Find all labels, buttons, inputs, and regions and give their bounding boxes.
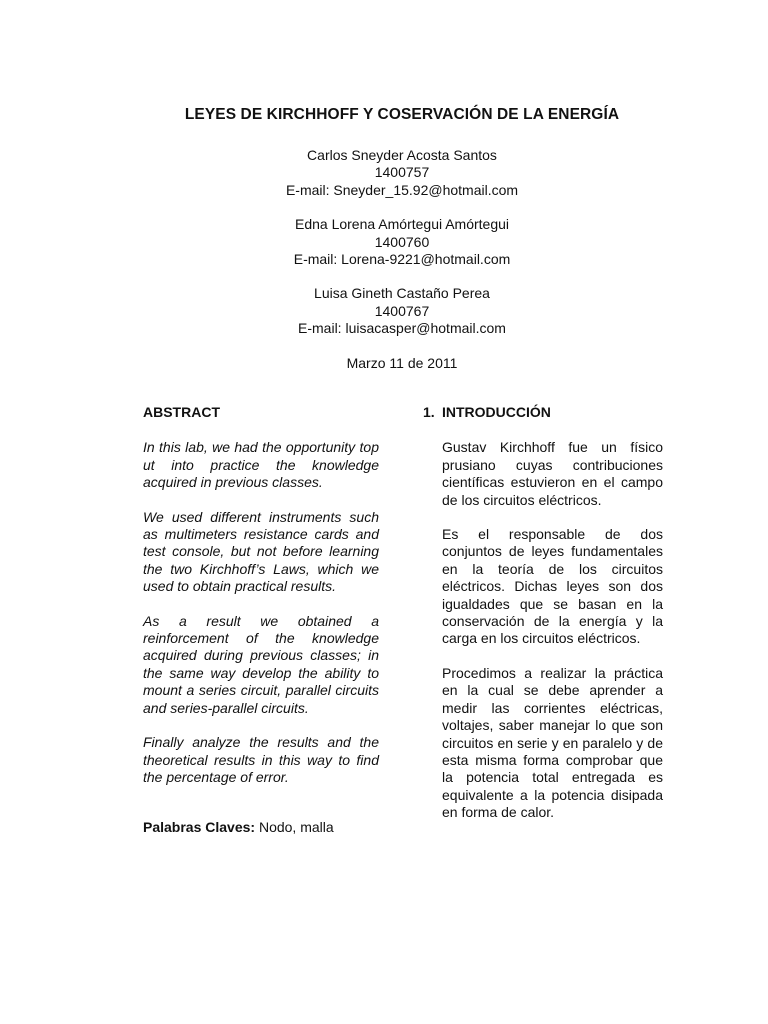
author-name: Carlos Sneyder Acosta Santos bbox=[307, 147, 497, 163]
abstract-paragraph: As a result we obtained a reinforcement of the knowledge acquired during previous classes; in the same way develop the ability to mount a series circuit, parallel circuits and series-parallel circuits. bbox=[143, 612, 379, 716]
author-list bbox=[0, 147, 768, 372]
introduction-heading bbox=[423, 404, 663, 421]
author-name: Edna Lorena Amórtegui Amórtegui bbox=[294, 216, 510, 233]
author-email: E-mail: Lorena-9221@hotmail.com bbox=[293, 251, 511, 268]
abstract-column bbox=[143, 404, 379, 837]
paper-date: Marzo 11 de 2011 bbox=[346, 354, 458, 371]
introduction-paragraph: Gustav Kirchhoff fue un físico prusiano cuyas contribuciones científicas estuvieron en el campo de los circuitos eléctricos. bbox=[442, 439, 663, 508]
introduction-paragraph: Procedimos a realizar la práctica en la cual se debe aprender a medir las corrientes eléctricas, voltajes, saber manejar lo que son circuitos en serie y en paralelo y de esta misma forma comprobar que la potencia total entregada es equivalente a la potencia disipada en forma de calor. bbox=[442, 664, 663, 821]
author-block bbox=[0, 216, 768, 268]
abstract-paragraph: We used different instruments such as multimeters resistance cards and test console, but not before learning the two Kirchhoff’s Laws, which we used to obtain practical results. bbox=[143, 508, 379, 595]
author-name: Luisa Gineth Castaño Perea bbox=[314, 285, 490, 302]
keywords-value: Nodo, malla bbox=[255, 819, 334, 836]
paper-title: LEYES DE KIRCHHOFF Y COSERVACIÓN DE LA ENERGÍA bbox=[184, 106, 620, 123]
section-number: 1. bbox=[423, 404, 435, 420]
abstract-heading: ABSTRACT bbox=[143, 404, 220, 420]
section-title: INTRODUCCIÓN bbox=[442, 404, 551, 420]
keywords-label: Palabras Claves: bbox=[143, 819, 256, 836]
abstract-paragraph: In this lab, we had the opportunity top ut into practice the knowledge acquired in previous classes. bbox=[143, 439, 379, 491]
author-email: E-mail: Sneyder_15.92@hotmail.com bbox=[285, 181, 519, 198]
author-block bbox=[0, 147, 768, 199]
abstract-paragraph: Finally analyze the results and the theoretical results in this way to find the percentage of error. bbox=[143, 734, 379, 785]
keywords-line bbox=[143, 819, 379, 836]
author-block bbox=[0, 285, 768, 337]
author-id: 1400760 bbox=[374, 233, 430, 250]
introduction-column bbox=[423, 404, 663, 839]
author-email: E-mail: luisacasper@hotmail.com bbox=[298, 320, 506, 337]
author-id: 1400767 bbox=[374, 302, 430, 319]
introduction-paragraph: Es el responsable de dos conjuntos de leyes fundamentales en la teoría de los circuitos eléctricos. Dichas leyes son dos igualdades que se basan en la conservación de la energía y la carga en los circuitos eléctricos. bbox=[442, 526, 663, 647]
introduction-body bbox=[423, 439, 663, 821]
author-id: 1400757 bbox=[374, 164, 430, 181]
